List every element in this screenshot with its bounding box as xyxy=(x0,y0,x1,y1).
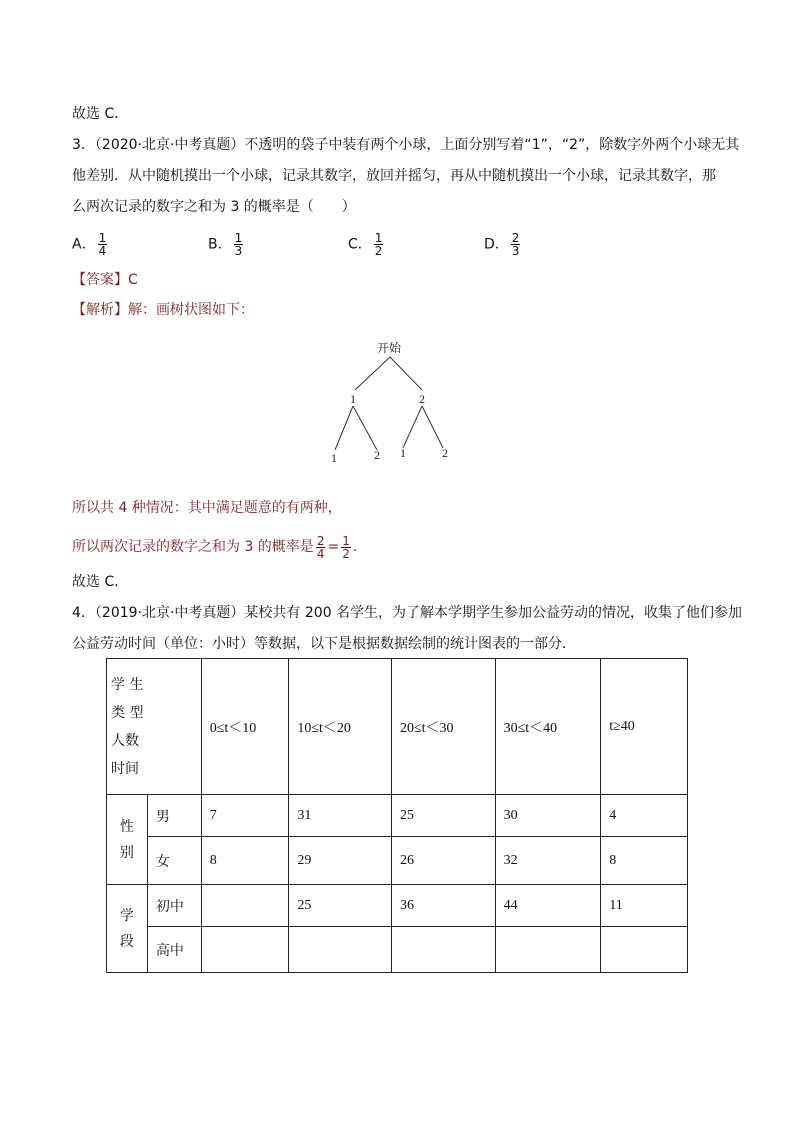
solution-line-2: 所以两次记录的数字之和为 3 的概率是 $\frac{2}{4}$ = $\frac{1}{2}$ . xyxy=(72,533,358,561)
q4-line-1: 4．（2019·北京·中考真题）某校共有 200 名学生，为了解本学期学生参加公益劳动的情况，收集了他们参加 xyxy=(72,605,743,621)
analysis-tag: 【解析】 xyxy=(72,302,128,318)
tree-edge xyxy=(355,357,390,390)
table-cell: 36 xyxy=(391,885,495,927)
table-cell: 29 xyxy=(289,837,392,885)
tree-edge xyxy=(335,406,353,450)
prev-conclusion: 故选 C． xyxy=(72,106,129,122)
tree-edge xyxy=(390,357,422,390)
q4-line-2: 公益劳动时间（单位：小时）等数据，以下是根据数据绘制的统计图表的一部分． xyxy=(72,636,576,652)
q3-conclusion: 故选 C． xyxy=(72,574,129,590)
table-corner-header: 学 生 类 型 人数 时间 xyxy=(107,659,202,795)
tree-node-level1: 1 xyxy=(350,392,356,406)
column-header: 10≤t＜20 xyxy=(289,659,392,795)
option-d-fraction: $\frac{2}{3}$ xyxy=(511,231,520,258)
table-cell: 11 xyxy=(601,885,688,927)
table-row xyxy=(107,837,688,885)
table-cell xyxy=(601,927,688,973)
table-row xyxy=(107,927,688,973)
column-header: 20≤t＜30 xyxy=(391,659,495,795)
row-label: 女 xyxy=(147,837,201,885)
table-cell: 4 xyxy=(601,795,688,837)
answer-tag: 【答案】 xyxy=(72,272,128,288)
tree-leaf: 1 xyxy=(331,451,337,465)
table-cell: 7 xyxy=(201,795,289,837)
tree-leaf: 1 xyxy=(400,446,406,460)
table-cell: 44 xyxy=(495,885,601,927)
answer-value: C xyxy=(128,272,138,288)
table-cell: 32 xyxy=(495,837,601,885)
q3-line-1: 3．（2020·北京·中考真题）不透明的袋子中装有两个小球，上面分别写着“1”，“2”，除数字外两个小球无其 xyxy=(72,137,740,153)
table-cell: 8 xyxy=(201,837,289,885)
analysis-text: 解：画树状图如下： xyxy=(128,302,254,318)
row-label: 男 xyxy=(147,795,201,837)
answer-line xyxy=(72,270,138,290)
tree-edge xyxy=(422,406,443,448)
option-d: D． $\frac{2}{3}$ xyxy=(484,231,520,258)
option-a: A． $\frac{1}{4}$ xyxy=(72,231,107,258)
column-header: 0≤t＜10 xyxy=(201,659,289,795)
tree-diagram xyxy=(325,338,475,466)
option-c-fraction: $\frac{1}{2}$ xyxy=(374,231,383,258)
tree-edge xyxy=(403,406,422,448)
tree-leaf: 2 xyxy=(374,448,380,462)
column-header: t≥40 xyxy=(601,659,688,795)
solution-fraction-2: $\frac{1}{2}$ xyxy=(342,533,350,561)
tree-leaf: 2 xyxy=(442,446,448,460)
q3-line-2: 他差别．从中随机摸出一个小球，记录其数字，放回并摇匀，再从中随机摸出一个小球，记录其数字，那 xyxy=(72,168,716,184)
table-cell xyxy=(201,927,289,973)
q3-line-3: 么两次记录的数字之和为 3 的概率是（ ） xyxy=(72,199,356,215)
analysis-line xyxy=(72,300,254,320)
option-b: B． $\frac{1}{3}$ xyxy=(208,231,243,258)
table-cell xyxy=(201,885,289,927)
tree-root: 开始 xyxy=(376,341,402,355)
option-a-fraction: $\frac{1}{4}$ xyxy=(98,231,107,258)
tree-edge xyxy=(353,406,377,450)
table-cell: 26 xyxy=(391,837,495,885)
tree-node-level1: 2 xyxy=(419,392,425,406)
table-cell xyxy=(289,927,392,973)
group-gender-label: 性 别 xyxy=(107,795,148,885)
row-label: 初中 xyxy=(147,885,201,927)
option-c: C． $\frac{1}{2}$ xyxy=(348,231,383,258)
data-table xyxy=(106,658,688,973)
table-cell: 8 xyxy=(601,837,688,885)
table-cell xyxy=(391,927,495,973)
solution-line-1: 所以共 4 种情况：其中满足题意的有两种， xyxy=(72,500,342,516)
table-row xyxy=(107,795,688,837)
column-header: 30≤t＜40 xyxy=(495,659,601,795)
group-stage-label: 学 段 xyxy=(107,885,148,973)
table-header-row xyxy=(107,659,688,795)
solution-fraction-1: $\frac{2}{4}$ xyxy=(316,533,325,561)
option-b-fraction: $\frac{1}{3}$ xyxy=(234,231,243,258)
table-cell: 25 xyxy=(391,795,495,837)
table-row xyxy=(107,885,688,927)
row-label: 高中 xyxy=(147,927,201,973)
table-cell: 31 xyxy=(289,795,392,837)
table-cell: 25 xyxy=(289,885,392,927)
table-cell xyxy=(495,927,601,973)
table-cell: 30 xyxy=(495,795,601,837)
